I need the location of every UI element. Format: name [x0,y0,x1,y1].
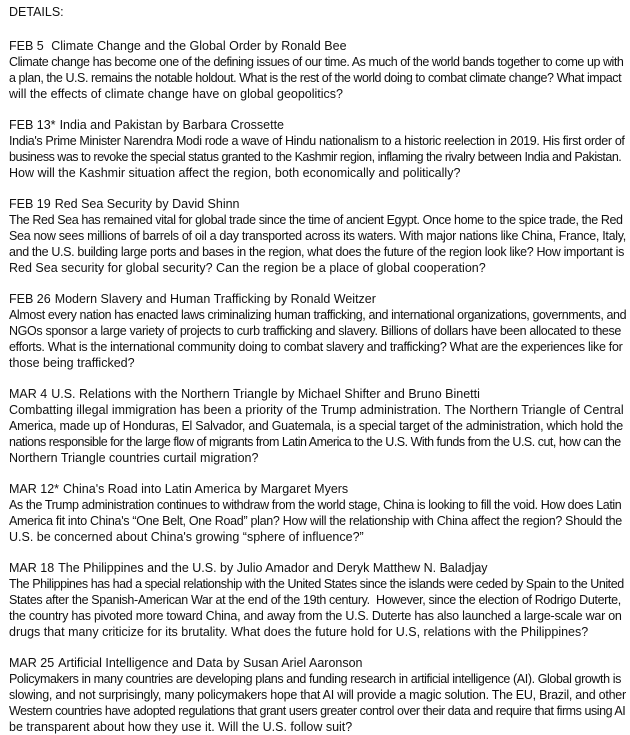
lecture-entry [9,655,626,735]
description-line: NGOs sponsor a large variety of projects to curb trafficking and slavery. Billions of dollars have been allocated to these [9,324,622,338]
lecture-description [9,497,626,545]
lecture-date: MAR 18 [9,561,55,575]
lecture-entry [9,481,626,545]
description-line: slowing, and not surprisingly, many policymakers hope that AI will provide a magic solution. The EU, Brazil, and other [9,688,626,702]
description-line: The Philippines has had a special relationship with the United States since the islands were ceded by Spain to the United [9,577,624,591]
lecture-name: The Philippines and the U.S. by Julio Amador and Deryk Matthew N. Baladjay [58,561,488,575]
lecture-description [9,402,626,466]
lecture-entry [9,38,626,102]
lecture-description [9,212,626,276]
lecture-date: FEB 5 [9,39,44,53]
description-line: Combatting illegal immigration has been a priority of the Trump administration. The Northern Triangle of Central [9,403,624,417]
description-line: nations responsible for the large flow of migrants from Latin America to the U.S. With funds from the U.S. cut, how can the [9,435,621,449]
description-line: those being trafficked? [9,356,135,370]
lecture-title [9,560,626,576]
description-line: Sea now sees millions of barrels of oil a day transported across its waters. With major nations like China, France, Italy, [9,229,626,243]
lecture-date: FEB 13* [9,118,56,132]
description-line: efforts. What is the international community doing to combat slavery and trafficking? What are the experiences like for [9,340,623,354]
lecture-date: MAR 25 [9,656,55,670]
description-line: Climate change has become one of the defining issues of our time. As much of the world bands together to come up with [9,55,624,69]
lecture-name: Climate Change and the Global Order by Ronald Bee [47,39,347,53]
description-line: U.S. be concerned about China's growing “sphere of influence?” [9,530,364,544]
lecture-entry [9,560,626,640]
lecture-description [9,54,626,102]
lecture-description [9,576,626,640]
description-line: Red Sea security for global security? Can the region be a place of global cooperation? [9,261,486,275]
lecture-name: Artificial Intelligence and Data by Susan Ariel Aaronson [58,656,363,670]
lecture-title [9,481,626,497]
lecture-description [9,133,626,181]
lecture-entry [9,386,626,466]
description-line: The Red Sea has remained vital for global trade since the time of ancient Egypt. Once home to the spice trade, the Red [9,213,623,227]
lecture-date: MAR 12* [9,482,60,496]
lecture-date: FEB 26 [9,292,51,306]
lecture-description [9,307,626,371]
description-line: India's Prime Minister Narendra Modi rode a wave of Hindu nationalism to a historic reelection in 2019. His first order of [9,134,625,148]
description-line: will the effects of climate change have on global geopolitics? [9,87,344,101]
lecture-title [9,196,626,212]
description-line: a plan, the U.S. remains the notable holdout. What is the rest of the world doing to combat climate change? What impact [9,71,622,85]
lecture-description [9,671,626,735]
description-line: America, made up of Honduras, El Salvador, and Guatemala, is a special target of the administration, which hold the [9,419,623,433]
lecture-name: Red Sea Security by David Shinn [54,197,240,211]
details-heading: DETAILS: [9,5,64,19]
lecture-name: U.S. Relations with the Northern Triangle by Michael Shifter and Bruno Binetti [51,387,480,401]
lecture-date: MAR 4 [9,387,48,401]
description-line: business was to revoke the special status granted to the Kashmir region, inflaming the rivalry between India and Pakistan. [9,150,622,164]
description-line: and the U.S. building large ports and bases in the region, what does the future of the region look like? How important is [9,245,624,259]
lecture-entry [9,196,626,276]
lecture-entry [9,291,626,371]
lecture-title [9,117,626,133]
description-line: How will the Kashmir situation affect the region, both economically and politically? [9,166,461,180]
description-line: States after the Spanish-American War at the end of the 19th century. However, since the election of Rodrigo Duterte, [9,593,621,607]
description-line: Western countries have adopted regulations that grant users greater control over their data and require that firms using AI [9,704,626,718]
description-line: be transparent about how they use it. Will the U.S. follow suit? [9,720,353,734]
lecture-title [9,655,626,671]
description-line: Almost every nation has enacted laws criminalizing human trafficking, and international organizations, governments, and [9,308,627,322]
description-line: America fit into China's “One Belt, One Road” plan? How will the relationship with China affect the region? Should the [9,514,622,528]
lecture-list [9,38,626,735]
lecture-date: FEB 19 [9,197,51,211]
description-line: Northern Triangle countries curtail migration? [9,451,259,465]
lecture-title [9,291,626,307]
description-line: the country has pivoted more toward China, and away from the U.S. Duterte has also launched a large-scale war on [9,609,622,623]
lecture-title [9,38,626,54]
description-line: As the Trump administration continues to withdraw from the world stage, China is looking to fill the void. How does Latin [9,498,622,512]
description-line: drugs that many criticize for its brutality. What does the future hold for U.S, relations with the Philippines? [9,625,589,639]
description-line: Policymakers in many countries are developing plans and funding research in artificial intelligence (AI). Global growth is [9,672,621,686]
lecture-title [9,386,626,402]
lecture-name: Modern Slavery and Human Trafficking by Ronald Weitzer [54,292,376,306]
lecture-entry [9,117,626,181]
lecture-name: India and Pakistan by Barbara Crossette [59,118,284,132]
lecture-name: China's Road into Latin America by Margaret Myers [63,482,349,496]
